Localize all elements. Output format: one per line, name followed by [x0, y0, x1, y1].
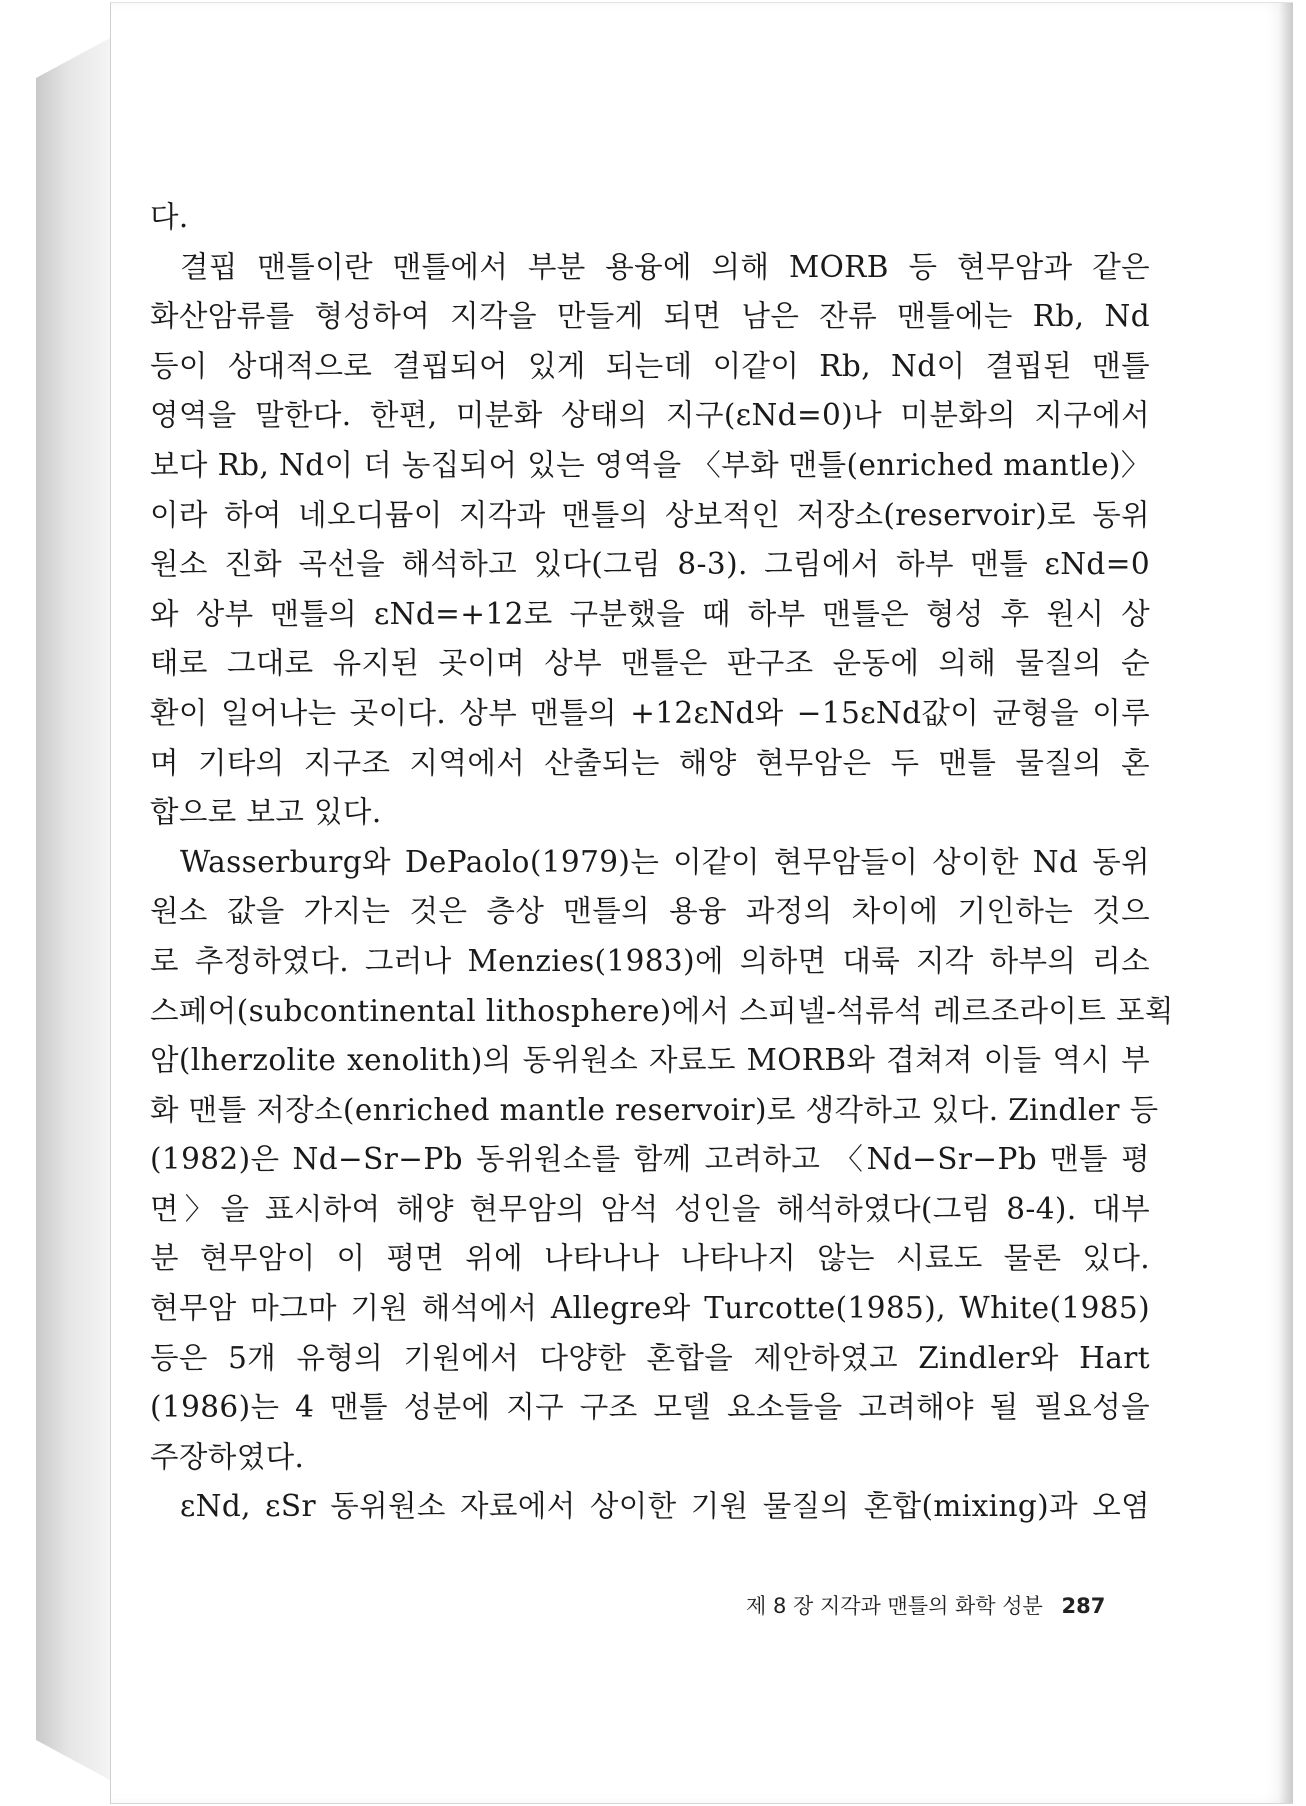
text-line: 와 상부 맨틀의 εNd=+12로 구분했을 때 하부 맨틀은 형성 후 원시 상	[150, 596, 1150, 631]
text-line: 결핍 맨틀이란 맨틀에서 부분 용융에 의해 MORB 등 현무암과 같은	[180, 249, 1150, 284]
text-line: 화 맨틀 저장소(enriched mantle reservoir)로 생각하고 있다. Zindler 등	[150, 1092, 1159, 1127]
text-line: 환이 일어나는 곳이다. 상부 맨틀의 +12εNd와 −15εNd값이 균형을 이루	[150, 695, 1150, 730]
chapter-title: 제 8 장 지각과 맨틀의 화학 성분	[746, 1594, 1043, 1618]
text-line: 등이 상대적으로 결핍되어 있게 되는데 이같이 Rb, Nd이 결핍된 맨틀	[150, 348, 1150, 383]
text-line: εNd, εSr 동위원소 자료에서 상이한 기원 물질의 혼합(mixing)과 오염	[180, 1489, 1150, 1524]
book-spine	[36, 38, 110, 1780]
text-line: 분 현무암이 이 평면 위에 나타나나 나타나지 않는 시료도 물론 있다.	[150, 1241, 1150, 1276]
text-line: 등은 5개 유형의 기원에서 다양한 혼합을 제안하였고 Zindler와 Hart	[150, 1340, 1150, 1375]
page-footer	[746, 1590, 1156, 1620]
text-line: 며 기타의 지구조 지역에서 산출되는 해양 현무암은 두 맨틀 물질의 혼	[150, 745, 1150, 780]
text-line: (1982)은 Nd−Sr−Pb 동위원소를 함께 고려하고 〈Nd−Sr−Pb 맨틀 평	[150, 1142, 1150, 1177]
text-line: 다.	[150, 200, 189, 234]
text-line: 로 추정하였다. 그러나 Menzies(1983)에 의하면 대륙 지각 하부의 리소	[150, 943, 1150, 978]
text-line: 주장하였다.	[150, 1439, 305, 1474]
text-line: 현무암 마그마 기원 해석에서 Allegre와 Turcotte(1985), White(1985)	[150, 1291, 1150, 1326]
text-line: 스페어(subcontinental lithosphere)에서 스피넬-석류석 레르조라이트 포획	[150, 993, 1174, 1028]
page-number: 287	[1061, 1594, 1106, 1618]
text-line: 원소 값을 가지는 것은 층상 맨틀의 용융 과정의 차이에 기인하는 것으	[150, 894, 1150, 929]
text-line: Wasserburg와 DePaolo(1979)는 이같이 현무암들이 상이한 Nd 동위	[180, 844, 1150, 879]
text-line: (1986)는 4 맨틀 성분에 지구 구조 모델 요소들을 고려해야 될 필요성을	[150, 1390, 1150, 1425]
text-line: 원소 진화 곡선을 해석하고 있다(그림 8-3). 그림에서 하부 맨틀 εNd=0	[150, 547, 1150, 582]
page-edge-shadow	[1279, 3, 1293, 1803]
text-line: 보다 Rb, Nd이 더 농집되어 있는 영역을 〈부화 맨틀(enriched mantle)〉	[150, 447, 1151, 482]
text-line: 영역을 말한다. 한편, 미분화 상태의 지구(εNd=0)나 미분화의 지구에서	[150, 398, 1150, 433]
body-text	[150, 193, 1174, 1532]
text-line: 면〉을 표시하여 해양 현무암의 암석 성인을 해석하였다(그림 8-4). 대부	[150, 1191, 1150, 1226]
text-line: 태로 그대로 유지된 곳이며 상부 맨틀은 판구조 운동에 의해 물질의 순	[150, 646, 1150, 681]
text-line: 암(lherzolite xenolith)의 동위원소 자료도 MORB와 겹쳐져 이들 역시 부	[150, 1043, 1150, 1078]
text-line: 이라 하여 네오디뮴이 지각과 맨틀의 상보적인 저장소(reservoir)로 동위	[150, 497, 1150, 532]
text-line: 합으로 보고 있다.	[150, 795, 382, 830]
text-line: 화산암류를 형성하여 지각을 만들게 되면 남은 잔류 맨틀에는 Rb, Nd	[150, 299, 1150, 334]
